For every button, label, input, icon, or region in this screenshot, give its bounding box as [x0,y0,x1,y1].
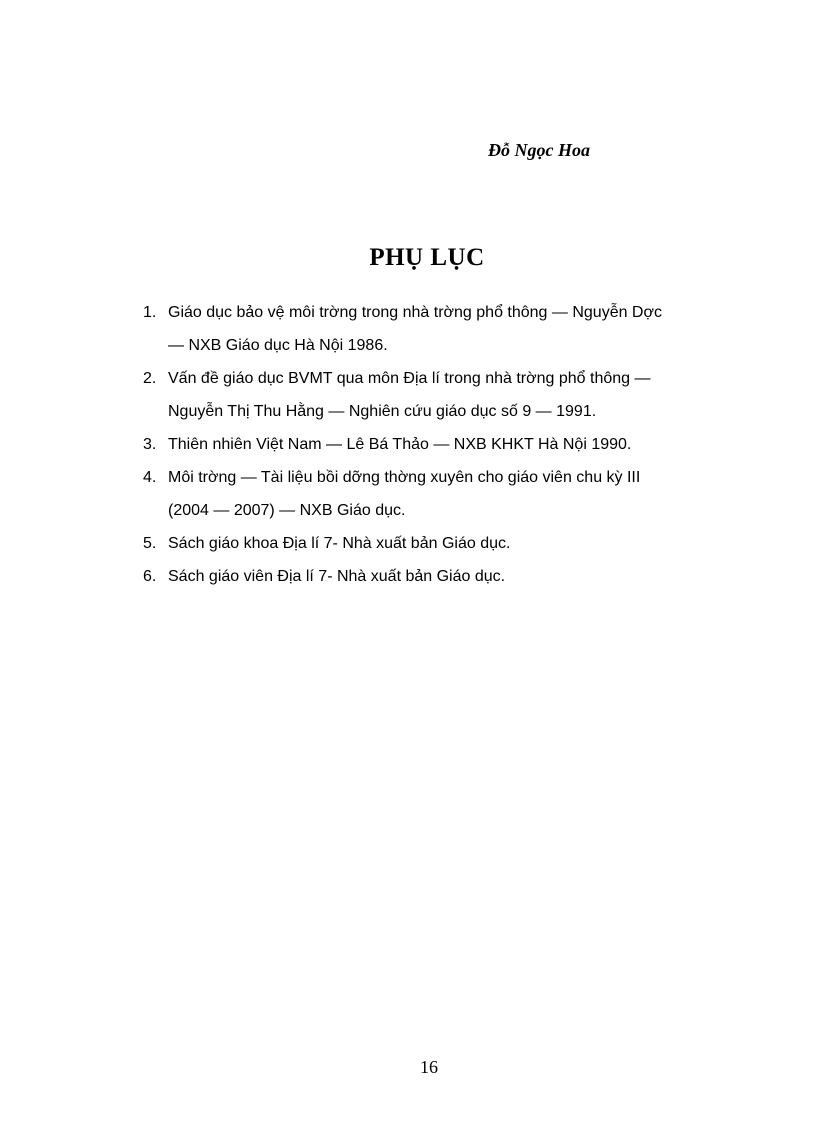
reference-number: 4. [143,469,157,486]
reference-item [143,527,743,560]
reference-number: 2. [143,370,157,387]
reference-text-line: Giáo dục bảo vệ môi trờng trong nhà trờng phổ thông — Nguyễn Dợc [168,304,662,321]
reference-number: 5. [143,535,157,552]
reference-number: 1. [143,304,157,321]
reference-item [143,461,743,527]
reference-item [143,560,743,593]
author-name: Đỗ Ngọc Hoa [488,140,590,160]
reference-number: 3. [143,436,157,453]
reference-text-line: Môi trờng — Tài liệu bồi dỡng thờng xuyên cho giáo viên chu kỳ III [168,469,641,486]
reference-text-line: Nguyễn Thị Thu Hằng — Nghiên cứu giáo dục số 9 — 1991. [168,403,597,420]
reference-item [143,428,743,461]
reference-list [143,296,743,593]
reference-text-line: Vấn đề giáo dục BVMT qua môn Địa lí trong nhà trờng phổ thông — [168,370,651,387]
reference-text-line: Thiên nhiên Việt Nam — Lê Bá Thảo — NXB KHKT Hà Nội 1990. [168,436,632,453]
reference-text-line: — NXB Giáo dục Hà Nội 1986. [168,337,388,354]
appendix-heading: PHỤ LỤC [369,244,485,271]
reference-text-line: Sách giáo viên Địa lí 7- Nhà xuất bản Giáo dục. [168,568,506,585]
page-number: 16 [420,1057,438,1077]
reference-item [143,362,743,428]
reference-item [143,296,743,362]
reference-text-line: Sách giáo khoa Địa lí 7- Nhà xuất bản Giáo dục. [168,535,511,552]
reference-text-line: (2004 — 2007) — NXB Giáo dục. [168,502,406,519]
reference-number: 6. [143,568,157,585]
